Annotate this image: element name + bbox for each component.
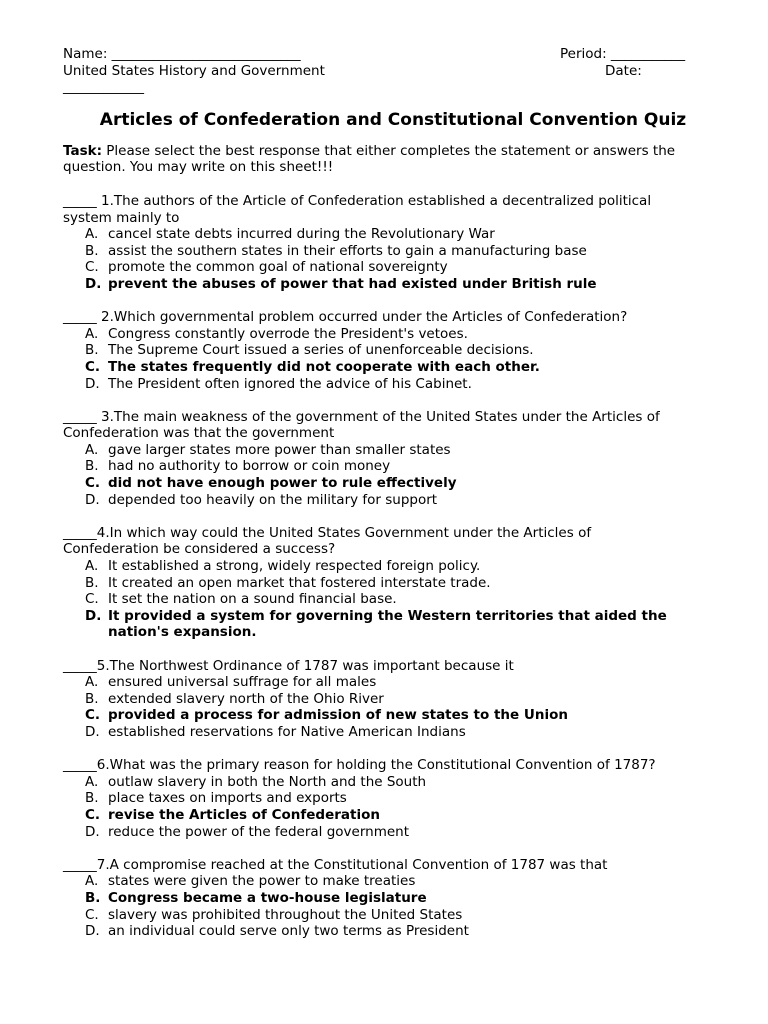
answer-choice-c [63,707,703,724]
choice-letter: A. [85,873,99,890]
choice-text: The Supreme Court issued a series of unenforceable decisions. [108,342,534,359]
choice-text: The states frequently did not cooperate with each other. [108,358,540,375]
choice-text: It provided a system for governing the Western territories that aided the nation's expansion. [108,607,667,641]
choice-text: assist the southern states in their efforts to gain a manufacturing base [108,242,587,259]
question-list [63,193,703,940]
question-stem: _____4.In which way could the United States Government under the Articles of [63,524,592,541]
choice-letter: C. [85,259,99,276]
header-row-course-date [63,63,703,80]
answer-choice-a [63,226,703,243]
answer-choice-d [63,724,703,741]
choice-letter: A. [85,226,99,243]
answer-choice-d [63,492,703,509]
question-7 [63,857,703,940]
choice-letter: A. [85,325,99,342]
answer-choice-b [63,575,703,592]
choice-letter: A. [85,674,99,691]
choice-text: did not have enough power to rule effectively [108,475,457,492]
choice-letter: B. [85,242,99,259]
question-stem-continued: system mainly to [63,209,180,226]
choice-text: It set the nation on a sound financial base. [108,591,397,608]
answer-choices [63,326,703,392]
choice-letter: A. [85,773,99,790]
choice-text: reduce the power of the federal government [108,823,410,840]
choice-letter: D. [85,923,100,940]
choice-text: established reservations for Native American Indians [108,723,466,740]
choice-letter: A. [85,558,99,575]
answer-choice-a [63,558,703,575]
quiz-page [63,46,703,956]
question-4 [63,525,703,641]
question-1 [63,193,703,293]
choice-letter: C. [85,707,101,724]
answer-choice-c [63,807,703,824]
question-stem: _____ 1.The authors of the Article of Confederation established a decentralized political [63,192,652,209]
period-field-label: Period: ___________ [560,46,686,62]
answer-choice-d [63,608,703,641]
answer-choice-c [63,907,703,924]
choice-text: had no authority to borrow or coin money [108,458,391,475]
choice-letter: D. [85,375,100,392]
answer-choice-b [63,790,703,807]
choice-letter: B. [85,458,99,475]
question-stem: _____ 2.Which governmental problem occurred under the Articles of Confederation? [63,309,628,326]
choice-letter: C. [85,906,99,923]
question-6 [63,757,703,840]
answer-choice-c [63,259,703,276]
question-3 [63,409,703,509]
answer-choice-b [63,458,703,475]
answer-choice-b [63,243,703,260]
choice-text: provided a process for admission of new states to the Union [108,707,568,724]
choice-letter: A. [85,441,99,458]
answer-choice-d [63,923,703,940]
answer-choice-a [63,326,703,343]
answer-choice-c [63,359,703,376]
choice-text: gave larger states more power than smaller states [108,441,451,458]
choice-text: Congress became a two-house legislature [108,889,427,906]
choice-letter: C. [85,591,99,608]
choice-text: revise the Articles of Confederation [108,806,380,823]
choice-text: prevent the abuses of power that had existed under British rule [108,275,597,292]
choice-letter: D. [85,723,100,740]
choice-text: place taxes on imports and exports [108,790,347,807]
choice-letter: B. [85,889,101,906]
choice-letter: B. [85,342,99,359]
answer-choices [63,226,703,292]
task-instructions [63,143,703,176]
answer-choice-a [63,774,703,791]
answer-choices [63,442,703,508]
choice-letter: B. [85,690,99,707]
choice-text: extended slavery north of the Ohio River [108,690,384,707]
question-stem: _____ 3.The main weakness of the government of the United States under the Articles of [63,408,660,425]
choice-letter: B. [85,574,99,591]
answer-choice-a [63,873,703,890]
answer-choices [63,674,703,740]
answer-choices [63,873,703,939]
choice-letter: C. [85,358,101,375]
header-row-date-blank [63,79,703,96]
question-stem: _____7.A compromise reached at the Constitutional Convention of 1787 was that [63,856,608,873]
answer-choice-c [63,475,703,492]
quiz-title: Articles of Confederation and Constitutional Convention Quiz [99,109,687,130]
answer-choice-b [63,691,703,708]
choice-text: cancel state debts incurred during the Revolutionary War [108,226,495,243]
answer-choice-d [63,376,703,393]
choice-letter: B. [85,790,99,807]
choice-letter: D. [85,275,102,292]
choice-letter: C. [85,475,101,492]
choice-letter: D. [85,607,102,624]
choice-letter: D. [85,491,100,508]
answer-choice-b [63,342,703,359]
task-text: Please select the best response that either completes the statement or answers the question. You may write on this sheet!!! [63,142,676,176]
answer-choices [63,774,703,840]
choice-text: Congress constantly overrode the President's vetoes. [108,325,468,342]
choice-letter: C. [85,806,101,823]
choice-text: It created an open market that fostered interstate trade. [108,574,491,591]
question-stem-continued: Confederation was that the government [63,425,335,442]
answer-choice-a [63,674,703,691]
question-stem: _____5.The Northwest Ordinance of 1787 was important because it [63,657,514,674]
task-label: Task: [63,142,102,159]
choice-text: slavery was prohibited throughout the United States [108,906,463,923]
answer-choices [63,558,703,641]
choice-text: outlaw slavery in both the North and the South [108,773,427,790]
answer-choice-c [63,591,703,608]
course-name: United States History and Government [63,62,325,79]
date-field-blank: ____________ [63,79,144,96]
date-field-label: Date: [605,62,642,79]
answer-choice-b [63,890,703,907]
choice-text: depended too heavily on the military for support [108,491,438,508]
name-field-label: Name: ____________________________ [63,46,301,62]
choice-text: promote the common goal of national sovereignty [108,259,448,276]
question-stem: _____6.What was the primary reason for holding the Constitutional Convention of 1787? [63,757,656,774]
choice-text: states were given the power to make treaties [108,873,416,890]
choice-text: ensured universal suffrage for all males [108,674,377,691]
header-row-name-period [63,46,703,63]
answer-choice-d [63,276,703,293]
choice-text: It established a strong, widely respected foreign policy. [108,558,481,575]
question-stem-continued: Confederation be considered a success? [63,541,336,558]
question-2 [63,309,703,392]
choice-text: The President often ignored the advice of his Cabinet. [108,375,472,392]
question-5 [63,658,703,741]
choice-letter: D. [85,823,100,840]
choice-text: an individual could serve only two terms as President [108,923,469,940]
answer-choice-a [63,442,703,459]
answer-choice-d [63,824,703,841]
